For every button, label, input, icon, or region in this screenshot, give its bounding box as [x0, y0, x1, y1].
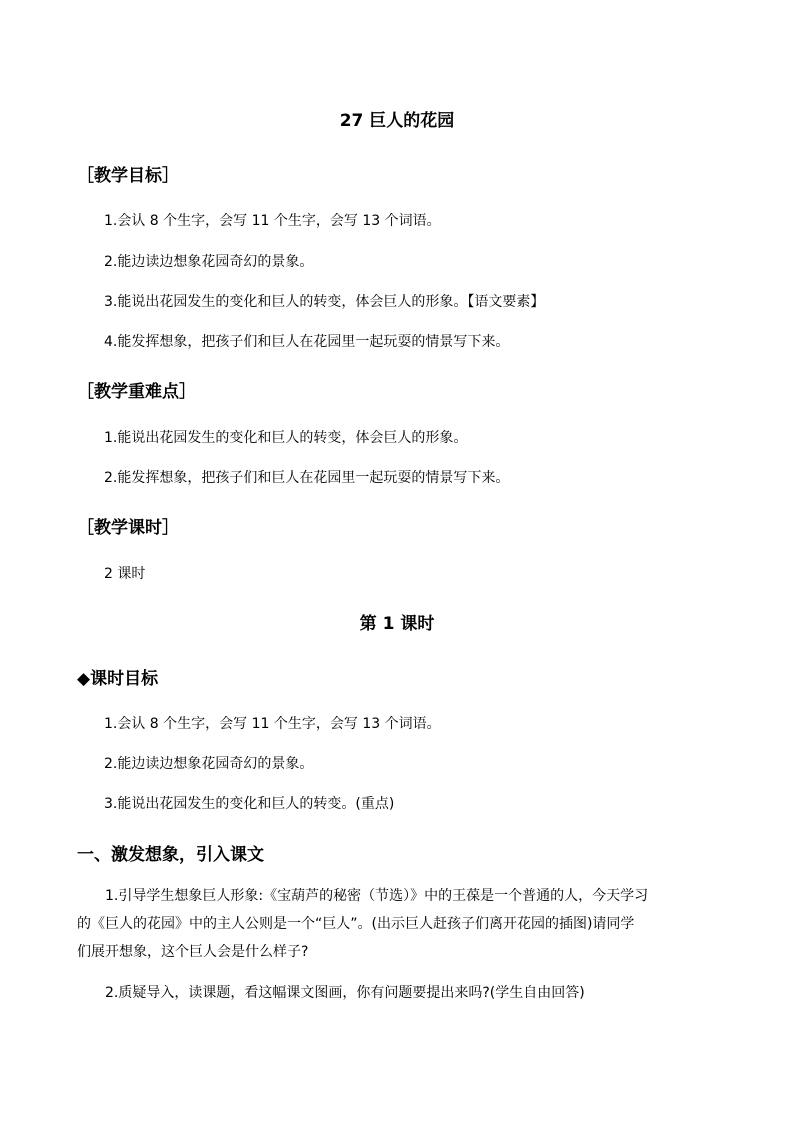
- document-title: 27 巨人的花园: [339, 111, 455, 131]
- list-item: 1.会认 8 个生字，会写 11 个生字，会写 13 个词语。: [104, 716, 441, 732]
- paragraph-line: 们展开想象，这个巨人会是什么样子?: [77, 944, 309, 960]
- list-item: 2.能发挥想象，把孩子们和巨人在花园里一起玩耍的情景写下来。: [104, 470, 510, 486]
- list-item: 4.能发挥想象，把孩子们和巨人在花园里一起玩耍的情景写下来。: [104, 334, 510, 350]
- list-item: 2.能边读边想象花园奇幻的景象。: [104, 254, 314, 270]
- list-item: 3.能说出花园发生的变化和巨人的转变，体会巨人的形象。【语文要素】: [104, 294, 545, 310]
- paragraph-text: 2.质疑导入，读课题，看这幅课文图画，你有问题要提出来吗?(学生自由回答): [105, 985, 585, 1001]
- paragraph-text: 1.引导学生想象巨人形象:《宝葫芦的秘密（节选）》中的王葆是一个普通的人，今天学习: [105, 888, 649, 904]
- section-heading-teaching-goals: ［教学目标］: [77, 166, 179, 186]
- part-one-heading: 一、激发想象，引入课文: [77, 845, 264, 865]
- section-heading-class-periods: ［教学课时］: [77, 518, 179, 538]
- paragraph-line: [77, 882, 648, 910]
- list-item: 1.能说出花园发生的变化和巨人的转变，体会巨人的形象。: [104, 430, 468, 446]
- lesson-goals-heading: ◆课时目标: [77, 669, 159, 689]
- paragraph-line: 的《巨人的花园》中的主人公则是一个“巨人”。(出示巨人赶孩子们离开花园的插图)请同学: [77, 916, 635, 932]
- section-heading-key-points: ［教学重难点］: [77, 382, 196, 402]
- list-item: 3.能说出花园发生的变化和巨人的转变。(重点): [104, 796, 395, 812]
- list-item: 1.会认 8 个生字，会写 11 个生字，会写 13 个词语。: [104, 213, 441, 229]
- lesson-title: 第 1 课时: [359, 614, 435, 634]
- paragraph-line: [77, 979, 585, 1007]
- list-item: 2.能边读边想象花园奇幻的景象。: [104, 756, 314, 772]
- class-periods-value: 2 课时: [104, 566, 146, 582]
